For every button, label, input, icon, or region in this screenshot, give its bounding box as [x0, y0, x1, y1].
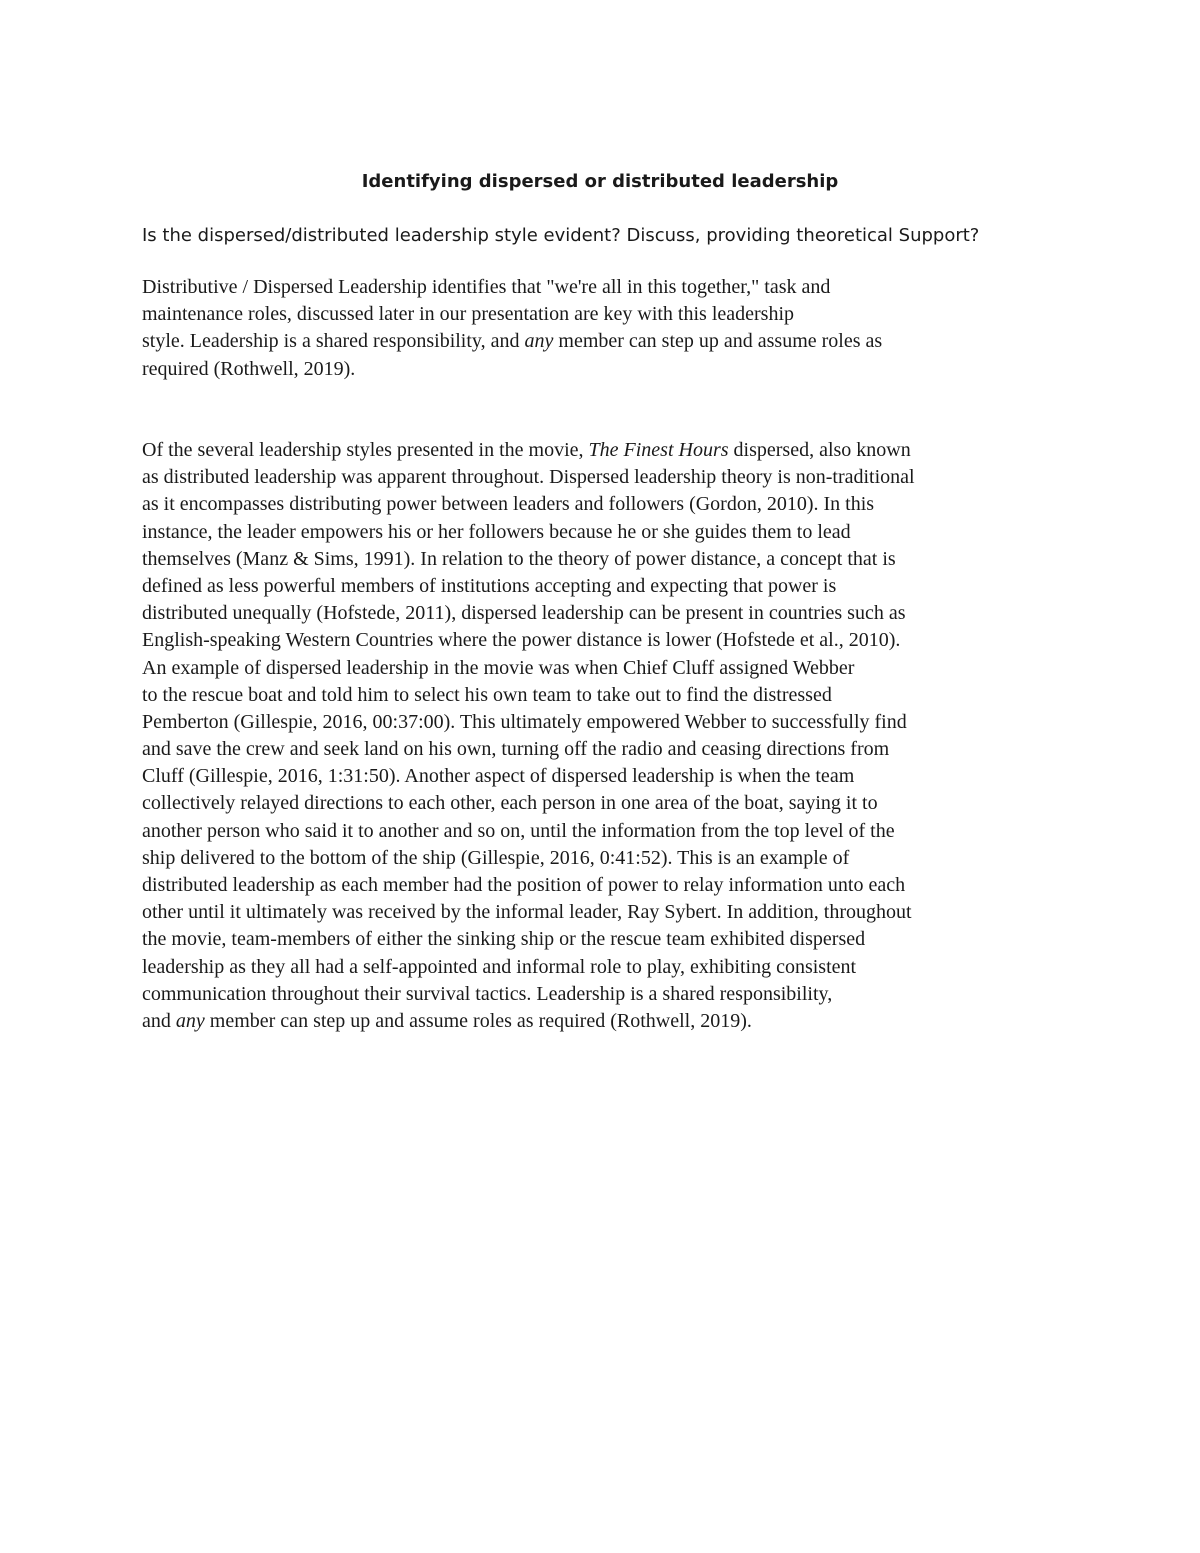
italic-text-run: any — [524, 330, 554, 353]
text-run: dispersed, also known — [728, 439, 911, 461]
text-line — [142, 328, 1082, 355]
text-line: themselves (Manz & Sims, 1991). In relation to the theory of power distance, a concept that is — [142, 547, 896, 570]
document-title: Identifying dispersed or distributed leadership — [361, 171, 839, 192]
text-run: style. Leadership is a shared responsibility, and — [142, 330, 525, 353]
text-run: Of the several leadership styles presented in the movie, — [142, 439, 589, 461]
text-line: An example of dispersed leadership in the movie was when Chief Cluff assigned Webber — [142, 656, 855, 679]
text-line: and save the crew and seek land on his own, turning off the radio and ceasing directions from — [142, 738, 890, 761]
text-line: English-speaking Western Countries where the power distance is lower (Hofstede et al., 2010). — [142, 629, 901, 652]
discussion-question: Is the dispersed/distributed leadership style evident? Discuss, providing theoretical Support? — [142, 225, 980, 246]
paragraph-definition — [142, 274, 1082, 383]
text-line: distributed unequally (Hofstede, 2011), dispersed leadership can be present in countries such as — [142, 602, 906, 625]
text-line: other until it ultimately was received by the informal leader, Ray Sybert. In addition, throughout — [142, 901, 912, 924]
italic-text-run: The Finest Hours — [588, 439, 729, 461]
text-line: instance, the leader empowers his or her followers because he or she guides them to lead — [142, 520, 851, 543]
text-run: member can step up and assume roles as — [553, 330, 883, 353]
text-line: leadership as they all had a self-appointed and informal role to play, exhibiting consistent — [142, 955, 857, 978]
text-run: and — [142, 1009, 176, 1032]
text-line: as it encompasses distributing power between leaders and followers (Gordon, 2010). In this — [142, 493, 875, 516]
paragraph-analysis — [142, 437, 1082, 1035]
text-line: maintenance roles, discussed later in our presentation are key with this leadership — [142, 303, 795, 326]
text-line: distributed leadership as each member had the position of power to relay information unto each — [142, 874, 906, 896]
text-run: member can step up and assume roles as required (Rothwell, 2019). — [204, 1009, 752, 1032]
text-line: another person who said it to another and so on, until the information from the top level of the — [142, 819, 895, 842]
text-line: communication throughout their survival tactics. Leadership is a shared responsibility, — [142, 982, 833, 1005]
text-line: collectively relayed directions to each other, each person in one area of the boat, saying it to — [142, 792, 878, 815]
text-line: Distributive / Dispersed Leadership identifies that "we're all in this together," task and — [142, 276, 831, 298]
text-line: Cluff (Gillespie, 2016, 1:31:50). Another aspect of dispersed leadership is when the team — [142, 765, 855, 788]
text-line: Pemberton (Gillespie, 2016, 00:37:00). This ultimately empowered Webber to successfully find — [142, 710, 907, 733]
text-line: ship delivered to the bottom of the ship (Gillespie, 2016, 0:41:52). This is an example of — [142, 846, 850, 869]
text-line: as distributed leadership was apparent throughout. Dispersed leadership theory is non-traditional — [142, 466, 915, 489]
italic-text-run: any — [175, 1009, 205, 1032]
text-line: required (Rothwell, 2019). — [142, 357, 356, 380]
text-line: the movie, team-members of either the sinking ship or the rescue team exhibited dispersed — [142, 928, 866, 951]
text-line — [142, 1008, 1082, 1035]
text-line — [142, 437, 1082, 464]
text-line: defined as less powerful members of institutions accepting and expecting that power is — [142, 574, 837, 597]
text-line: to the rescue boat and told him to select his own team to take out to find the distressed — [142, 683, 832, 706]
